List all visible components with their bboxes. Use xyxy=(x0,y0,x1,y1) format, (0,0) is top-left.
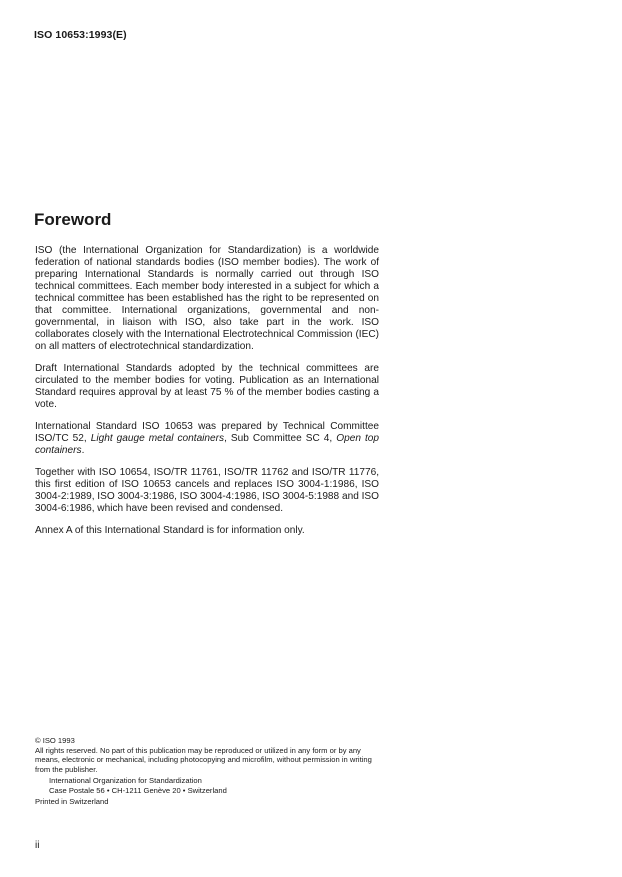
paragraph-iso-intro: ISO (the International Organization for Standardization) is a worldwide federation of national standards bodies (ISO member bodies). The work of preparing International Standards is normally carried out through ISO technical committees. Each member body interested in a subject for which a technical committee has been established has the right to be represented on that committee. International organizations, governmental and non-governmental, in liaison with ISO, also take part in the work. ISO collaborates closely with the International Electrotechnical Commission (IEC) on all matters of electrotechnical standardization. xyxy=(35,245,379,352)
text-segment: International Standard ISO 10653 was prepared by Technical Committee ISO/TC 52, xyxy=(35,421,379,444)
paragraph-annex: Annex A of this International Standard is for information only. xyxy=(35,525,305,536)
paragraph-replaces: Together with ISO 10654, ISO/TR 11761, ISO/TR 11762 and ISO/TR 11776, this first edition of ISO 10653 cancels and replaces ISO 3004-1:1986, ISO 3004-2:1989, ISO 3004-3:1986, ISO 3004-4:1986, ISO 3004-5:1988 and ISO 3004-6:1986, which have been revised and condensed. xyxy=(35,467,379,514)
copyright-footer xyxy=(35,736,380,807)
text-segment: , Sub Committee SC 4, xyxy=(224,433,337,444)
rights-statement: All rights reserved. No part of this publication may be reproduced or utilized in any form or by any means, electronic or mechanical, including photocopying and microfilm, without permission in writing from the publisher. xyxy=(35,745,372,774)
page-number: ii xyxy=(35,840,40,851)
page-title: Foreword xyxy=(34,210,112,229)
text-segment: . xyxy=(81,445,85,456)
paragraph-draft-standards: Draft International Standards adopted by the technical committees are circulated to the member bodies for voting. Publication as an International Standard requires approval by at least 75 % of the member bodies casting a vote. xyxy=(35,363,379,410)
subcommittee-title: Open top containers xyxy=(35,433,379,456)
copyright-line: © ISO 1993 xyxy=(35,736,75,745)
printed-in: Printed in Switzerland xyxy=(35,797,109,806)
committee-title: Light gauge metal containers xyxy=(90,433,225,444)
organization-address: Case Postale 56 • CH-1211 Genève 20 • Switzerland xyxy=(49,785,227,795)
paragraph-prepared-by xyxy=(35,421,379,457)
organization-name: International Organization for Standardization xyxy=(49,776,202,785)
foreword-body xyxy=(35,245,379,547)
document-id-header: ISO 10653:1993(E) xyxy=(34,29,127,41)
